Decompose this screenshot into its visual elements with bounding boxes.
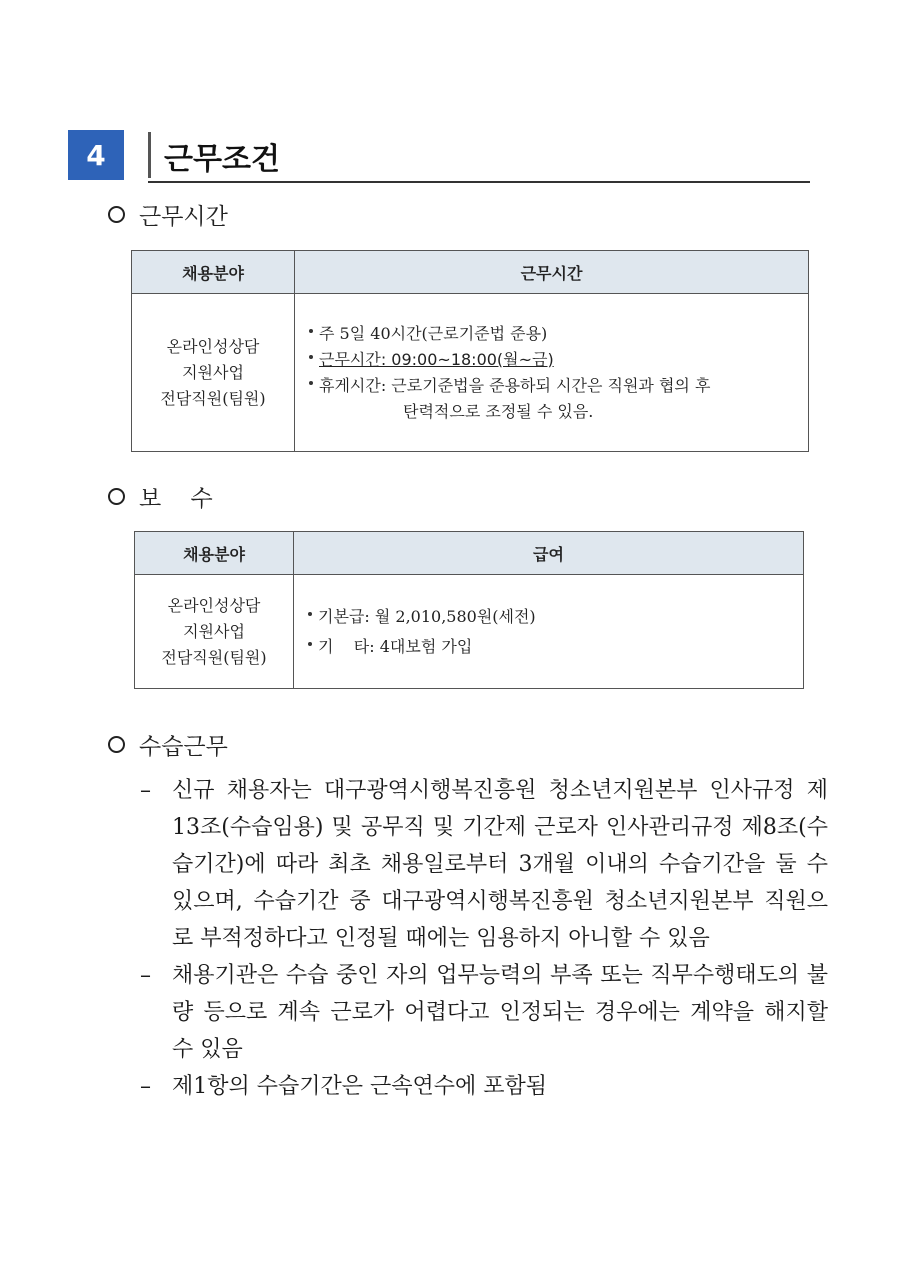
section-number-badge: 4	[68, 130, 124, 180]
col-field-header: 채용분야	[132, 251, 295, 294]
pay-heading-text: 보 수	[139, 486, 213, 512]
bullet-item	[309, 321, 794, 347]
bullet-text: 휴게시간: 근로기준법을 준용하되 시간은 직원과 협의 후	[319, 375, 711, 395]
field-line: 온라인성상담	[166, 336, 260, 356]
bullet-dot-icon	[308, 642, 312, 646]
pay-table	[134, 531, 804, 689]
bullet-continuation: 탄력적으로 조정될 수 있음.	[403, 401, 594, 421]
circle-bullet-icon	[108, 206, 125, 223]
list-item	[140, 1068, 828, 1105]
probation-heading-text: 수습근무	[139, 734, 228, 760]
value-cell	[295, 294, 809, 452]
bullet-item	[309, 373, 794, 399]
work-hours-table	[131, 250, 809, 452]
field-line: 온라인성상담	[167, 595, 261, 615]
value-cell	[294, 575, 804, 689]
circle-bullet-icon	[108, 488, 125, 505]
pay-heading	[108, 480, 213, 513]
bullet-dot-icon	[309, 329, 313, 333]
list-item-text: 제1항의 수습기간은 근속연수에 포함됨	[172, 1074, 548, 1099]
circle-bullet-icon	[108, 736, 125, 753]
bullet-text: 주 5일 40시간(근로기준법 준용)	[319, 323, 548, 343]
col-value-header: 근무시간	[295, 251, 809, 294]
bullet-text: 기본급: 월 2,010,580원(세전)	[318, 606, 536, 626]
bullet-item	[309, 347, 794, 373]
work-hours-heading	[108, 198, 228, 231]
list-item-text: 신규 채용자는 대구광역시행복진흥원 청소년지원본부 인사규정 제13조(수습임용) 및 공무직 및 기간제 근로자 인사관리규정 제8조(수습기간)에 따라 최초 채용일로부터 3개월 이내의 수습기간을 둘 수 있으며, 수습기간 중 대구광역시행복진흥원 청소년지원본부 직원으로 부적정하다고 인정될 때에는 임용하지 아니할 수 있음	[172, 778, 828, 951]
dash-bullet: –	[140, 1074, 151, 1099]
header-underline	[148, 181, 810, 183]
bullet-text-underlined: 근무시간: 09:00~18:00(월~금)	[319, 349, 554, 369]
probation-list	[140, 772, 828, 1105]
table-row	[132, 294, 809, 452]
col-field-header: 채용분야	[135, 532, 294, 575]
probation-heading	[108, 728, 228, 761]
table-row	[135, 575, 804, 689]
title-divider	[148, 132, 151, 178]
list-item-text: 채용기관은 수습 중인 자의 업무능력의 부족 또는 직무수행태도의 불량 등으로 계속 근로가 어렵다고 인정되는 경우에는 계약을 해지할 수 있음	[172, 963, 828, 1062]
section-header	[68, 130, 810, 184]
field-line: 지원사업	[182, 362, 244, 382]
list-item	[140, 957, 828, 1068]
bullet-dot-icon	[309, 355, 313, 359]
work-hours-heading-text: 근무시간	[139, 204, 228, 230]
table-header-row	[132, 251, 809, 294]
bullet-dot-icon	[308, 612, 312, 616]
list-item	[140, 772, 828, 957]
field-cell	[132, 294, 295, 452]
field-cell	[135, 575, 294, 689]
bullet-item	[308, 602, 789, 632]
bullet-item	[308, 632, 789, 662]
bullet-text: 기 타: 4대보험 가입	[318, 636, 473, 656]
col-value-header: 급여	[294, 532, 804, 575]
bullet-dot-icon	[309, 381, 313, 385]
field-line: 전담직원(팀원)	[161, 647, 267, 667]
field-line: 지원사업	[183, 621, 245, 641]
table-header-row	[135, 532, 804, 575]
dash-bullet: –	[140, 963, 151, 988]
field-line: 전담직원(팀원)	[160, 388, 266, 408]
dash-bullet: –	[140, 778, 151, 803]
section-title: 근무조건	[164, 142, 280, 177]
